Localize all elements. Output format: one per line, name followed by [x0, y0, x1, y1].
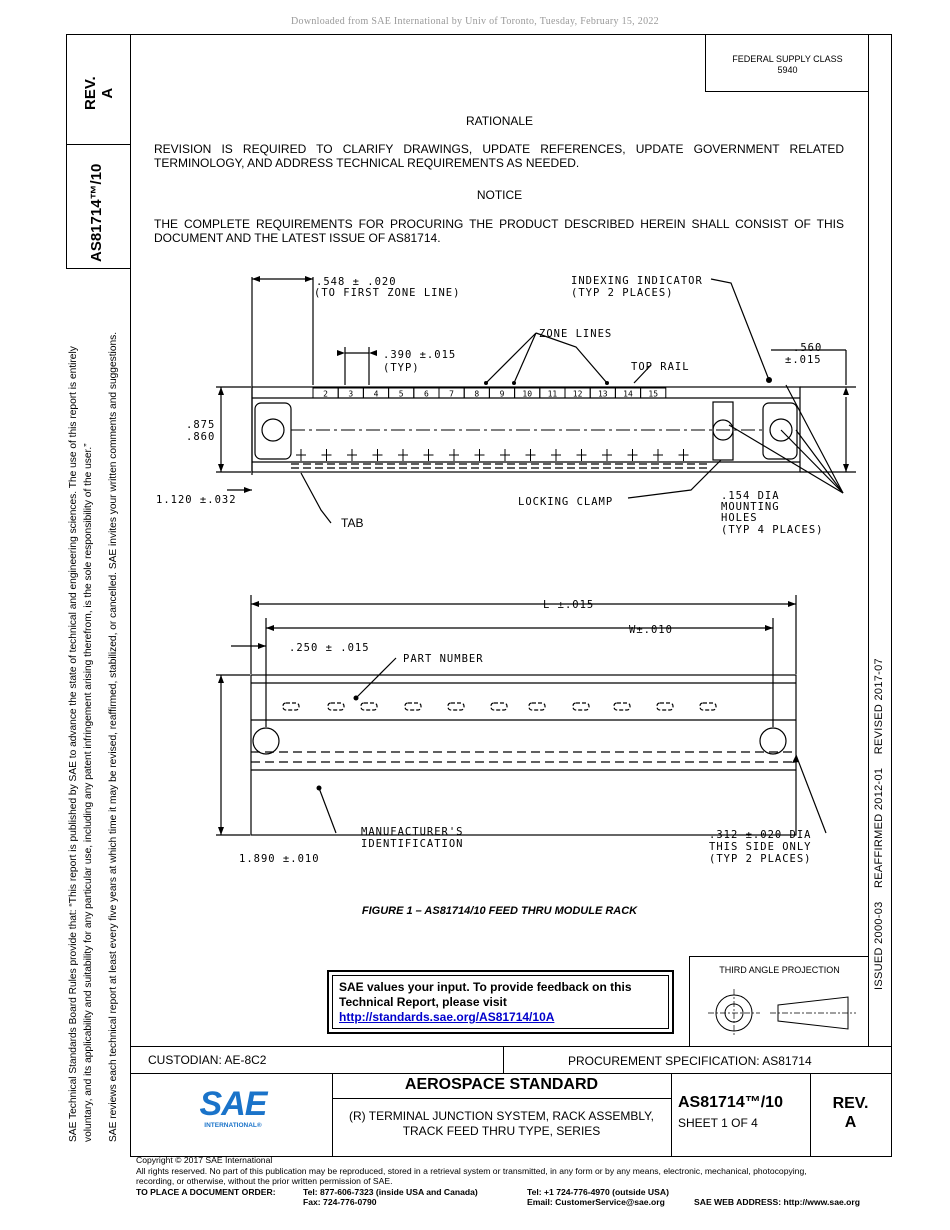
footer-order: TO PLACE A DOCUMENT ORDER: — [136, 1187, 276, 1197]
slot-mark — [551, 449, 561, 461]
rationale-heading: RATIONALE — [465, 114, 534, 128]
part-slot — [573, 703, 589, 710]
title-doc-divider — [671, 1074, 672, 1156]
frame-doc-divider — [66, 268, 131, 269]
dim-390: .390 ±.015 — [383, 349, 457, 361]
dim-548: .548 ± .020 — [316, 276, 397, 288]
title-right-line — [891, 1046, 892, 1157]
status-dates: ISSUED 2000-03 REAFFIRMED 2012-01 REVISED 2017-07 — [873, 658, 885, 990]
doc-title-line1: (R) TERMINAL JUNCTION SYSTEM, RACK ASSEMBLY, — [349, 1109, 654, 1123]
part-number-label: PART NUMBER — [403, 653, 484, 665]
zone-number: 13 — [597, 389, 608, 399]
side-rev-label: REV. — [82, 76, 99, 110]
zone-number: 10 — [522, 389, 533, 399]
feedback-link[interactable]: http://standards.sae.org/AS81714/10A — [339, 1010, 555, 1024]
part-slot — [491, 703, 507, 710]
footer-email[interactable]: Email: CustomerService@sae.org — [527, 1197, 665, 1207]
left-notice — [66, 346, 96, 1142]
footer-tel-outside: Tel: +1 724-776-4970 (outside USA) — [527, 1187, 669, 1197]
zone-cells — [313, 388, 666, 399]
footer-copyright: Copyright © 2017 SAE International — [136, 1155, 273, 1165]
left-dia-hole — [253, 728, 279, 754]
part-slot — [328, 703, 344, 710]
rev-letter: A — [844, 1114, 857, 1131]
holes-line2: MOUNTING — [721, 501, 780, 513]
holes-line4: (TYP 4 PLACES) — [721, 524, 824, 536]
left-end-plate — [255, 403, 291, 459]
procurement-spec: PROCUREMENT SPECIFICATION: AS81714 — [568, 1054, 812, 1068]
zone-number: 15 — [648, 389, 659, 399]
footer — [136, 1155, 876, 1187]
part-slot — [405, 703, 421, 710]
dim-548-sub: (TO FIRST ZONE LINE) — [314, 287, 461, 299]
zone-number: 4 — [373, 389, 379, 399]
right-dia-hole — [760, 728, 786, 754]
side-rev-box — [82, 76, 116, 110]
holes-line3: HOLES — [721, 512, 758, 524]
rev-block — [810, 1094, 891, 1132]
footer-tel-us: Tel: 877-606-7323 (inside USA and Canada) — [303, 1187, 478, 1197]
mfr-line1: MANUFACTURER'S — [361, 826, 464, 838]
dia-line3: (TYP 2 PLACES) — [709, 853, 812, 865]
title-std-underline — [332, 1098, 671, 1099]
part-slot — [448, 703, 464, 710]
sae-logo-sub: INTERNATIONAL® — [204, 1122, 262, 1129]
doc-title — [332, 1109, 671, 1139]
mfr-line2: IDENTIFICATION — [361, 838, 464, 850]
notice-text: THE COMPLETE REQUIREMENTS FOR PROCURING THE PRODUCT DESCRIBED HEREIN SHALL CONSIST OF THIS DOCUMENT AND THE LATEST ISSUE OF AS81714. — [154, 217, 844, 245]
part-slot — [283, 703, 299, 710]
top-rack-drawing — [131, 265, 868, 565]
download-notice: Downloaded from SAE International by Univ of Toronto, Tuesday, February 15, 2022 — [291, 16, 659, 27]
custodian-divider — [503, 1046, 504, 1074]
zone-number: 14 — [623, 389, 633, 399]
footer-rights1: All rights reserved. No part of this publication may be reproduced, stored in a retrieval system or transmitted, in any form or by any means, electronic, mechanical, photocopying, — [136, 1165, 807, 1176]
custodian: CUSTODIAN: AE-8C2 — [148, 1053, 267, 1067]
projection-box — [689, 956, 869, 1046]
dim-875: .875 — [186, 419, 216, 431]
dim-250: .250 ± .015 — [289, 642, 370, 654]
bottom-rack-drawing — [131, 590, 868, 875]
zone-number: 6 — [423, 389, 429, 399]
slot-mark — [398, 449, 408, 461]
slot-mark — [475, 449, 485, 461]
indexing-sub: (TYP 2 PLACES) — [571, 287, 674, 299]
left-notice-line1: SAE Technical Standards Board Rules provide that: “This report is published by SAE to advance the state of technical and engineering sciences. The use of this report is entirely — [68, 346, 79, 1142]
sae-logo-text: SAE — [199, 1085, 267, 1123]
part-slot — [700, 703, 716, 710]
slot-mark — [296, 449, 306, 461]
slot-mark — [449, 449, 459, 461]
footer-fax: Fax: 724-776-0790 — [303, 1197, 377, 1207]
slot-mark — [679, 449, 689, 461]
locking-clamp — [713, 402, 733, 460]
tab-label: TAB — [341, 516, 364, 530]
custodian-top-line — [130, 1046, 891, 1047]
zone-lines-label: ZONE LINES — [539, 328, 613, 340]
feedback-box — [327, 970, 674, 1034]
slot-mark — [526, 449, 536, 461]
feedback-line1: SAE values your input. To provide feedback on this — [339, 980, 632, 994]
dia-line1: .312 ±.020 DIA — [709, 829, 812, 841]
dim-W: W±.010 — [629, 624, 673, 636]
zone-number: 2 — [323, 389, 329, 399]
federal-supply-line2: 5940 — [777, 65, 798, 75]
rev-label: REV. — [832, 1095, 869, 1112]
holes-line1: .154 DIA — [721, 490, 780, 502]
feedback-line2: Technical Report, please visit — [339, 995, 507, 1009]
dim-560: .560 — [793, 342, 823, 354]
frame-right-outer — [891, 34, 892, 1046]
frame-rev-divider — [66, 144, 131, 145]
part-slot — [657, 703, 673, 710]
left-mount-hole — [262, 419, 284, 441]
zone-number: 12 — [572, 389, 583, 399]
part-slot — [529, 703, 545, 710]
dim-390-sub: (TYP) — [383, 362, 420, 374]
frame-left-top — [66, 34, 67, 269]
doc-title-line2: TRACK FEED THRU TYPE, SERIES — [402, 1124, 601, 1138]
left-notice-line3: SAE reviews each technical report at least every five years at which time it may be revised, reaffirmed, stabilized, or cancelled. SAE invites your written comments and suggestions. — [108, 331, 119, 1142]
notice-heading: NOTICE — [476, 188, 523, 202]
side-doc-number: AS81714™/10 — [88, 163, 105, 262]
footer-rights2: recording, or otherwise, without the prior written permission of SAE. — [136, 1176, 393, 1186]
figure-caption: FIGURE 1 – AS81714/10 FEED THRU MODULE RACK — [361, 905, 638, 917]
custodian-bottom-line — [130, 1073, 891, 1074]
zone-number: 3 — [348, 389, 354, 399]
left-notice-line2: voluntary, and its applicability and suitability for any particular use, including any patent infringement arising therefrom, is the sole responsibility of the user.” — [83, 443, 94, 1142]
part-slot — [361, 703, 377, 710]
indexing-indicator: INDEXING INDICATOR — [571, 275, 703, 287]
footer-web[interactable]: SAE WEB ADDRESS: http://www.sae.org — [694, 1197, 860, 1207]
slot-mark — [653, 449, 663, 461]
part-slot — [614, 703, 630, 710]
frame-right-inner — [868, 34, 869, 1046]
rationale-text: REVISION IS REQUIRED TO CLARIFY DRAWINGS, UPDATE REFERENCES, UPDATE GOVERNMENT RELATED TERMINOLOGY, AND ADDRESS TECHNICAL REQUIREMENTS AS NEEDED. — [154, 142, 844, 170]
zone-number: 7 — [449, 389, 455, 399]
dim-860: .860 — [186, 431, 216, 443]
projection-label: THIRD ANGLE PROJECTION — [719, 965, 840, 975]
slot-mark — [577, 449, 587, 461]
dim-1120: 1.120 ±.032 — [156, 494, 237, 506]
dim-1890: 1.890 ±.010 — [239, 853, 320, 865]
projection-symbol-icon — [690, 981, 870, 1041]
dim-L: L ±.015 — [543, 599, 595, 611]
slot-mark — [628, 449, 638, 461]
slot-mark — [500, 449, 510, 461]
side-rev-letter: A — [99, 87, 116, 99]
zone-number: 5 — [398, 389, 404, 399]
dia-line2: THIS SIDE ONLY — [709, 841, 812, 853]
zone-number: 9 — [499, 389, 505, 399]
doc-number: AS81714™/10 — [678, 1094, 783, 1111]
zone-number: 11 — [547, 389, 558, 399]
rack-front-body — [251, 675, 796, 835]
aerospace-standard: AEROSPACE STANDARD — [404, 1076, 599, 1093]
slot-mark — [373, 449, 383, 461]
locking-clamp-label: LOCKING CLAMP — [518, 496, 614, 508]
dim-560-tol: ±.015 — [785, 354, 822, 366]
federal-supply-box — [705, 34, 869, 92]
federal-supply-line1: FEDERAL SUPPLY CLASS — [732, 54, 843, 64]
sheet-number: SHEET 1 OF 4 — [678, 1116, 758, 1130]
slot-mark — [602, 449, 612, 461]
slot-mark — [322, 449, 332, 461]
sae-logo — [196, 1087, 270, 1129]
slot-mark — [347, 449, 357, 461]
slot-mark — [424, 449, 434, 461]
rack-body — [252, 387, 800, 472]
top-rail-label: TOP RAIL — [631, 361, 690, 373]
zone-number: 8 — [474, 389, 480, 399]
